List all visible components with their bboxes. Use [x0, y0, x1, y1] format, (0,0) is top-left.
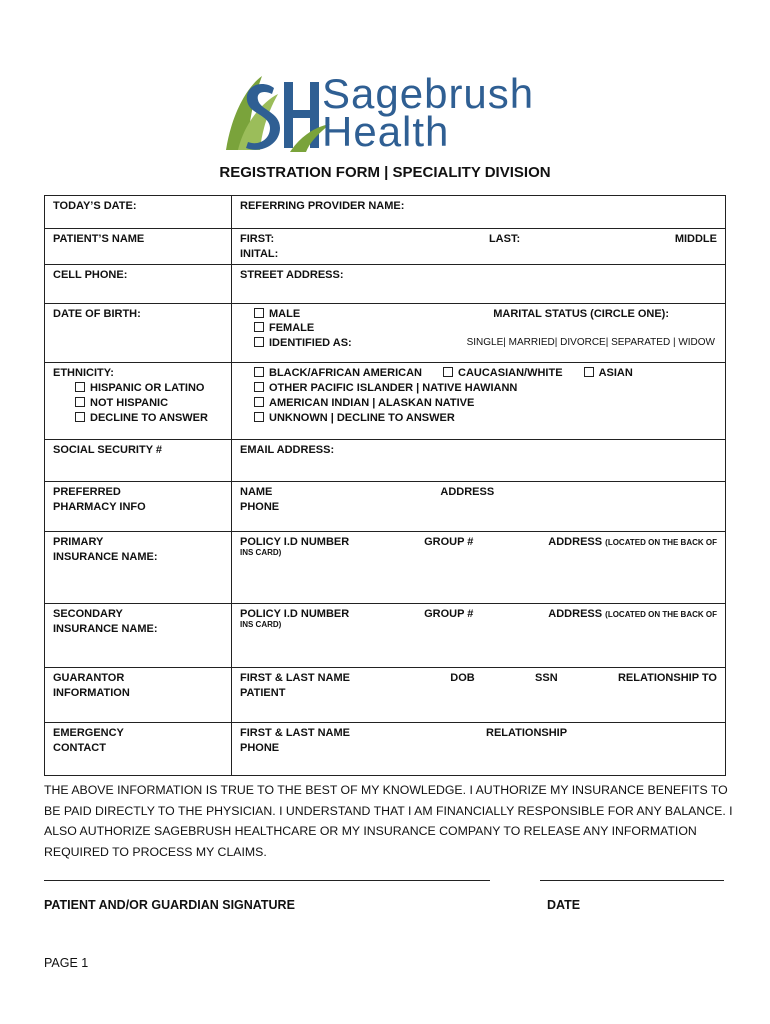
first-name-label: FIRST: [240, 233, 275, 245]
unknown-label: UNKNOWN | DECLINE TO ANSWER [269, 412, 455, 424]
marital-options[interactable]: SINGLE| MARRIED| DIVORCE| SEPARATED | WIDOW [466, 337, 715, 348]
asian-option[interactable] [584, 367, 633, 379]
emergency-label-2: CONTACT [53, 742, 106, 754]
row-date [45, 196, 726, 229]
secondary-label-1: SECONDARY [53, 608, 123, 620]
ethnicity-cell [45, 363, 232, 440]
unknown-option[interactable] [254, 412, 717, 424]
email-label: EMAIL ADDRESS: [240, 444, 335, 456]
primary-insurance-cell [45, 532, 232, 604]
secondary-insurance-cell [45, 604, 232, 668]
street-address-label: STREET ADDRESS: [240, 269, 344, 281]
row-ssn [45, 440, 726, 482]
registration-table [44, 195, 726, 776]
primary-label-2: INSURANCE NAME: [53, 551, 158, 563]
checkbox-icon [443, 367, 453, 377]
referring-provider-field[interactable] [232, 196, 726, 229]
address-label: ADDRESS [548, 536, 603, 548]
emergency-label-1: EMERGENCY [53, 727, 124, 739]
last-name-label: LAST: [488, 233, 521, 245]
female-option[interactable] [254, 322, 717, 334]
initial-label: INITAL: [240, 248, 279, 260]
page-number: PAGE 1 [44, 956, 89, 970]
first-last-name-label: FIRST & LAST NAME [240, 672, 350, 684]
guarantor-label-1: GUARANTOR [53, 672, 125, 684]
american-indian-label: AMERICAN INDIAN | ALASKAN NATIVE [269, 397, 475, 409]
hispanic-option[interactable] [53, 382, 223, 394]
referring-provider-label: REFERRING PROVIDER NAME: [240, 200, 405, 212]
guarantor-field[interactable] [232, 668, 726, 723]
row-cell [45, 265, 726, 304]
cell-phone-field[interactable] [45, 265, 232, 304]
first-last-name-label: FIRST & LAST NAME [240, 727, 350, 739]
pacific-label: OTHER PACIFIC ISLANDER | NATIVE HAWIANN [269, 382, 518, 394]
checkbox-icon [254, 412, 264, 422]
caucasian-label: CAUCASIAN/WHITE [458, 367, 563, 379]
todays-date-field[interactable] [45, 196, 232, 229]
not-hispanic-label: NOT HISPANIC [90, 397, 169, 409]
signature-label: PATIENT AND/OR GUARDIAN SIGNATURE [44, 898, 295, 912]
date-label: DATE [547, 898, 581, 912]
patient-name-label: PATIENT’S NAME [45, 229, 232, 265]
form-title: REGISTRATION FORM | SPECIALITY DIVISION [219, 164, 551, 181]
patient-label: PATIENT [240, 687, 286, 699]
checkbox-icon [75, 397, 85, 407]
checkbox-icon [254, 382, 264, 392]
guarantor-cell [45, 668, 232, 723]
caucasian-option[interactable] [443, 367, 563, 379]
todays-date-label: TODAY’S DATE: [53, 200, 137, 212]
checkbox-icon [254, 322, 264, 332]
cell-phone-label: CELL PHONE: [53, 269, 128, 281]
pharmacy-name-label: NAME [240, 486, 273, 498]
ins-card-label: INS CARD) [240, 548, 282, 557]
emergency-field[interactable] [232, 723, 726, 776]
row-patient-name [45, 229, 726, 265]
signature-line[interactable] [44, 868, 490, 881]
marital-status-label: MARITAL STATUS (CIRCLE ONE): [493, 308, 669, 320]
checkbox-icon [584, 367, 594, 377]
located-label: (LOCATED ON THE BACK OF [605, 610, 717, 619]
not-hispanic-option[interactable] [53, 397, 223, 409]
pharmacy-cell [45, 482, 232, 532]
race-cell [232, 363, 726, 440]
ethnicity-label: ETHNICITY: [53, 367, 114, 379]
guarantor-label-2: INFORMATION [53, 687, 130, 699]
pharmacy-field[interactable] [232, 482, 726, 532]
checkbox-icon [254, 397, 264, 407]
row-dob [45, 304, 726, 363]
policy-label: POLICY I.D NUMBER [240, 608, 350, 620]
gender-marital-cell [232, 304, 726, 363]
email-field[interactable] [232, 440, 726, 482]
male-option[interactable] [254, 308, 300, 320]
ssn-label: SOCIAL SECURITY # [53, 444, 163, 456]
address-label: ADDRESS [548, 608, 603, 620]
asian-label: ASIAN [598, 367, 633, 379]
row-ethnicity [45, 363, 726, 440]
row-emergency [45, 723, 726, 776]
decline-option[interactable] [53, 412, 223, 424]
logo-word-health: Health [322, 108, 450, 155]
patient-name-field[interactable] [232, 229, 726, 265]
located-label: (LOCATED ON THE BACK OF [605, 538, 717, 547]
checkbox-icon [75, 412, 85, 422]
relationship-to-label: RELATIONSHIP TO [617, 672, 717, 684]
dob-label: DATE OF BIRTH: [53, 308, 141, 320]
decline-label: DECLINE TO ANSWER [90, 412, 208, 424]
dob-short-label: DOB [450, 672, 475, 684]
street-address-field[interactable] [232, 265, 726, 304]
pharmacy-phone-label: PHONE [240, 501, 280, 513]
logo-word-sagebrush: Sagebrush [322, 70, 535, 117]
relationship-label: RELATIONSHIP [486, 727, 568, 739]
hispanic-label: HISPANIC OR LATINO [90, 382, 205, 394]
pharmacy-label-2: PHARMACY INFO [53, 501, 146, 513]
secondary-insurance-field[interactable] [232, 604, 726, 668]
male-label: MALE [269, 308, 301, 320]
emergency-cell [45, 723, 232, 776]
policy-label: POLICY I.D NUMBER [240, 536, 350, 548]
group-label: GROUP # [424, 536, 474, 548]
checkbox-icon [254, 367, 264, 377]
checkbox-icon [254, 308, 264, 318]
authorization-statement: THE ABOVE INFORMATION IS TRUE TO THE BEST OF MY KNOWLEDGE. I AUTHORIZE MY INSURANCE BENEFITS TO BE PAID DIRECTLY TO THE PHYSICIAN. I UNDERSTAND THAT I AM FINANCIALLY RESPONSIBLE FOR ANY BALANCE. I ALSO AUTHORIZE SAGEBRUSH HEALTHCARE OR MY INSURANCE COMPANY TO RELEASE ANY INFORMATION REQUIRED TO PROCESS MY CLAIMS. [44, 783, 733, 859]
checkbox-icon [75, 382, 85, 392]
row-secondary-insurance [45, 604, 726, 668]
checkbox-icon [254, 337, 264, 347]
american-indian-option[interactable] [254, 397, 717, 409]
phone-label: PHONE [240, 742, 280, 754]
pacific-option[interactable] [254, 382, 717, 394]
female-label: FEMALE [269, 322, 315, 334]
row-primary-insurance [45, 532, 726, 604]
middle-label: MIDDLE [674, 233, 717, 245]
date-line[interactable] [540, 868, 724, 881]
row-guarantor [45, 668, 726, 723]
ssn-short-label: SSN [535, 672, 558, 684]
identified-as-label: IDENTIFIED AS: [269, 337, 352, 349]
secondary-label-2: INSURANCE NAME: [53, 623, 158, 635]
black-option[interactable] [254, 367, 422, 379]
ssn-field[interactable] [45, 440, 232, 482]
primary-label-1: PRIMARY [53, 536, 104, 548]
dob-field[interactable] [45, 304, 232, 363]
group-label: GROUP # [424, 608, 474, 620]
pharmacy-label-1: PREFERRED [53, 486, 121, 498]
row-pharmacy [45, 482, 726, 532]
pharmacy-address-label: ADDRESS [440, 486, 495, 498]
ins-card-label: INS CARD) [240, 620, 282, 629]
black-label: BLACK/AFRICAN AMERICAN [269, 367, 422, 379]
primary-insurance-field[interactable] [232, 532, 726, 604]
identified-as-option[interactable] [254, 337, 352, 349]
